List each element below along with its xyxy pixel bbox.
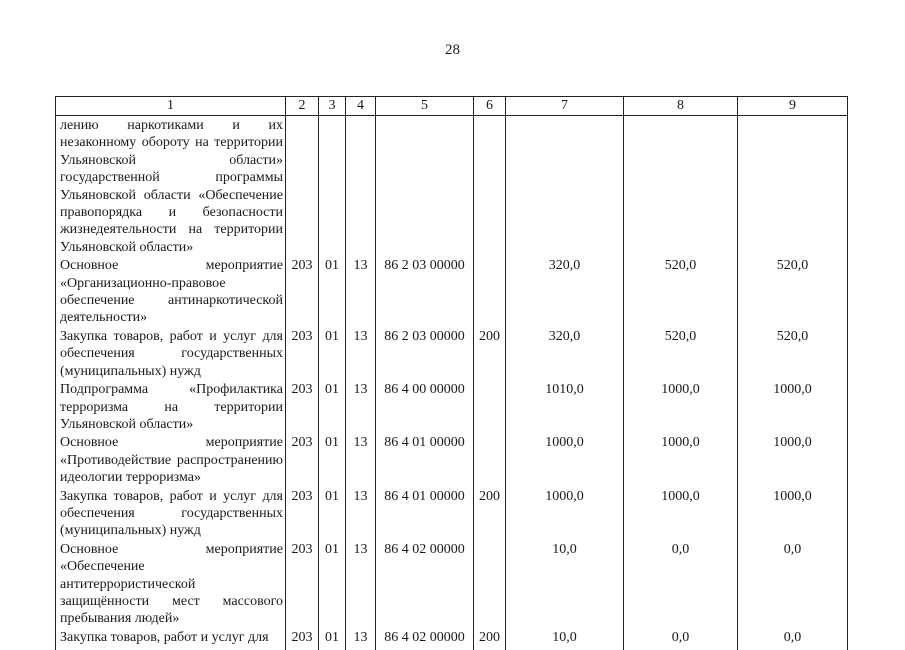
cell-expense-type: 200	[474, 487, 506, 540]
table-row	[56, 327, 848, 380]
cell-amount-col7: 320,0	[506, 327, 624, 380]
header-row	[56, 97, 848, 116]
cell-amount-col7: 10,0	[506, 540, 624, 628]
cell-code: 203	[286, 487, 319, 540]
cell-amount-col9: 1000,0	[738, 487, 848, 540]
cell-code: 203	[286, 628, 319, 650]
row-name: Закупка товаров, работ и услуг для обеспечения государственных (муниципальных) нужд	[56, 487, 286, 540]
cell-subsection: 13	[346, 380, 376, 433]
cell-amount-col9: 520,0	[738, 256, 848, 327]
row-name: Закупка товаров, работ и услуг для обеспечения государственных (муниципальных) нужд	[56, 327, 286, 380]
cell-section	[319, 116, 346, 257]
cell-target-article: 86 4 02 00000	[376, 628, 474, 650]
cell-section: 01	[319, 433, 346, 486]
row-name: лению наркотиками и их незаконному обороту на территории Ульяновской области» государственной программы Ульяновской области «Обеспечение правопорядка и безопасности жизнедеятельности на территории Ульяновской области»	[56, 116, 286, 257]
table-row	[56, 116, 848, 257]
cell-amount-col9: 520,0	[738, 327, 848, 380]
cell-expense-type	[474, 380, 506, 433]
cell-section: 01	[319, 327, 346, 380]
cell-expense-type	[474, 433, 506, 486]
cell-amount-col7: 1000,0	[506, 487, 624, 540]
cell-target-article: 86 2 03 00000	[376, 256, 474, 327]
column-header: 5	[376, 97, 474, 116]
cell-amount-col7: 10,0	[506, 628, 624, 650]
table-row	[56, 256, 848, 327]
column-header: 1	[56, 97, 286, 116]
cell-code	[286, 116, 319, 257]
cell-amount-col8: 1000,0	[624, 487, 738, 540]
cell-target-article: 86 2 03 00000	[376, 327, 474, 380]
cell-subsection: 13	[346, 628, 376, 650]
cell-code: 203	[286, 540, 319, 628]
cell-subsection: 13	[346, 327, 376, 380]
cell-expense-type	[474, 540, 506, 628]
cell-target-article: 86 4 01 00000	[376, 433, 474, 486]
cell-amount-col8: 1000,0	[624, 433, 738, 486]
cell-expense-type	[474, 256, 506, 327]
cell-section: 01	[319, 628, 346, 650]
cell-section: 01	[319, 487, 346, 540]
cell-subsection: 13	[346, 256, 376, 327]
column-header: 6	[474, 97, 506, 116]
table-row	[56, 487, 848, 540]
cell-subsection: 13	[346, 487, 376, 540]
cell-subsection	[346, 116, 376, 257]
cell-target-article: 86 4 02 00000	[376, 540, 474, 628]
cell-expense-type: 200	[474, 327, 506, 380]
column-header: 4	[346, 97, 376, 116]
cell-amount-col8: 0,0	[624, 540, 738, 628]
table-row	[56, 380, 848, 433]
cell-code: 203	[286, 256, 319, 327]
row-name: Закупка товаров, работ и услуг для	[56, 628, 286, 650]
cell-subsection: 13	[346, 433, 376, 486]
cell-amount-col7	[506, 116, 624, 257]
cell-section: 01	[319, 380, 346, 433]
cell-amount-col7: 320,0	[506, 256, 624, 327]
cell-section: 01	[319, 256, 346, 327]
cell-target-article	[376, 116, 474, 257]
column-header: 7	[506, 97, 624, 116]
cell-amount-col8: 0,0	[624, 628, 738, 650]
cell-code: 203	[286, 327, 319, 380]
cell-code: 203	[286, 380, 319, 433]
cell-section: 01	[319, 540, 346, 628]
row-name: Основное мероприятие «Организационно-правовое обеспечение антинаркотической деятельности»	[56, 256, 286, 327]
cell-expense-type	[474, 116, 506, 257]
cell-target-article: 86 4 00 00000	[376, 380, 474, 433]
cell-amount-col9: 0,0	[738, 628, 848, 650]
row-name: Основное мероприятие «Обеспечение антитеррористической защищённости мест массового пребывания людей»	[56, 540, 286, 628]
row-name: Основное мероприятие «Противодействие распространению идеологии терроризма»	[56, 433, 286, 486]
cell-amount-col9	[738, 116, 848, 257]
cell-amount-col8: 520,0	[624, 256, 738, 327]
cell-amount-col7: 1010,0	[506, 380, 624, 433]
table-row	[56, 628, 848, 650]
row-name: Подпрограмма «Профилактика терроризма на территории Ульяновской области»	[56, 380, 286, 433]
budget-table	[55, 96, 848, 650]
cell-amount-col9: 0,0	[738, 540, 848, 628]
page-number: 28	[445, 42, 460, 58]
column-header: 2	[286, 97, 319, 116]
cell-amount-col8: 1000,0	[624, 380, 738, 433]
cell-amount-col9: 1000,0	[738, 433, 848, 486]
cell-code: 203	[286, 433, 319, 486]
table-row	[56, 433, 848, 486]
cell-expense-type: 200	[474, 628, 506, 650]
cell-subsection: 13	[346, 540, 376, 628]
table-row	[56, 540, 848, 628]
column-header: 8	[624, 97, 738, 116]
cell-amount-col8	[624, 116, 738, 257]
cell-amount-col7: 1000,0	[506, 433, 624, 486]
column-header: 9	[738, 97, 848, 116]
cell-amount-col8: 520,0	[624, 327, 738, 380]
column-header: 3	[319, 97, 346, 116]
cell-amount-col9: 1000,0	[738, 380, 848, 433]
cell-target-article: 86 4 01 00000	[376, 487, 474, 540]
